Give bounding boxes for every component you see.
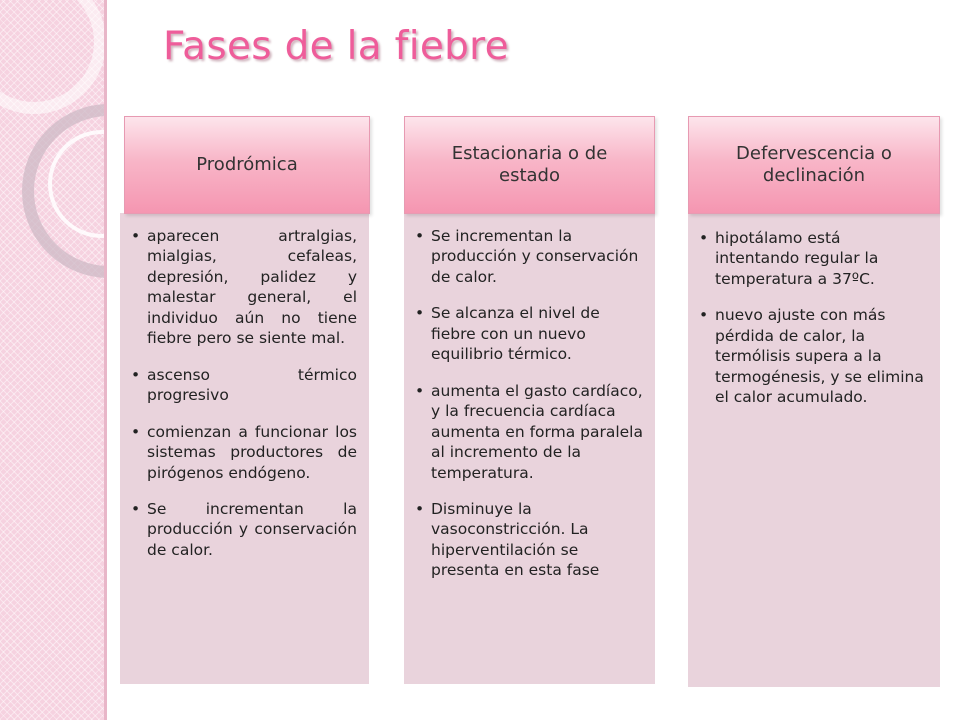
list-item: • aparecen artralgias, mialgias, cefaleas, depresión, palidez y malestar general, el individuo aún no tiene fiebre pero se siente mal.	[129, 226, 357, 349]
phase-heading-defervescencia: Defervescencia o declinación	[688, 116, 940, 214]
list-item: • comienzan a funcionar los sistemas productores de pirógenos endógeno.	[129, 422, 357, 483]
list-item: • aumenta el gasto cardíaco, y la frecuencia cardíaca aumenta en forma paralela al incremento de la temperatura.	[413, 381, 645, 483]
phase-list-defervescencia	[697, 228, 929, 424]
list-item: • Se incrementan la producción y conservación de calor.	[129, 499, 357, 560]
phase-list-prodromica	[129, 226, 357, 576]
list-item: • Se incrementan la producción y conservación de calor.	[413, 226, 645, 287]
phase-heading-prodromica: Prodrómica	[124, 116, 370, 214]
slide-title: Fases de la fiebre	[163, 24, 509, 69]
phase-list-estacionaria	[413, 226, 645, 597]
list-item: • hipotálamo está intentando regular la temperatura a 37ºC.	[697, 228, 929, 289]
phase-heading-estacionaria: Estacionaria o de estado	[404, 116, 655, 214]
list-item: • Se alcanza el nivel de fiebre con un nuevo equilibrio térmico.	[413, 303, 645, 364]
decorative-ring	[0, 0, 106, 114]
sidebar-divider	[104, 0, 107, 720]
decorative-sidebar	[0, 0, 106, 720]
list-item: • nuevo ajuste con más pérdida de calor, la termólisis supera a la termogénesis, y se elimina el calor acumulado.	[697, 305, 929, 407]
list-item: • ascenso térmico progresivo	[129, 365, 357, 406]
list-item: • Disminuye la vasoconstricción. La hiperventilación se presenta en esta fase	[413, 499, 645, 581]
